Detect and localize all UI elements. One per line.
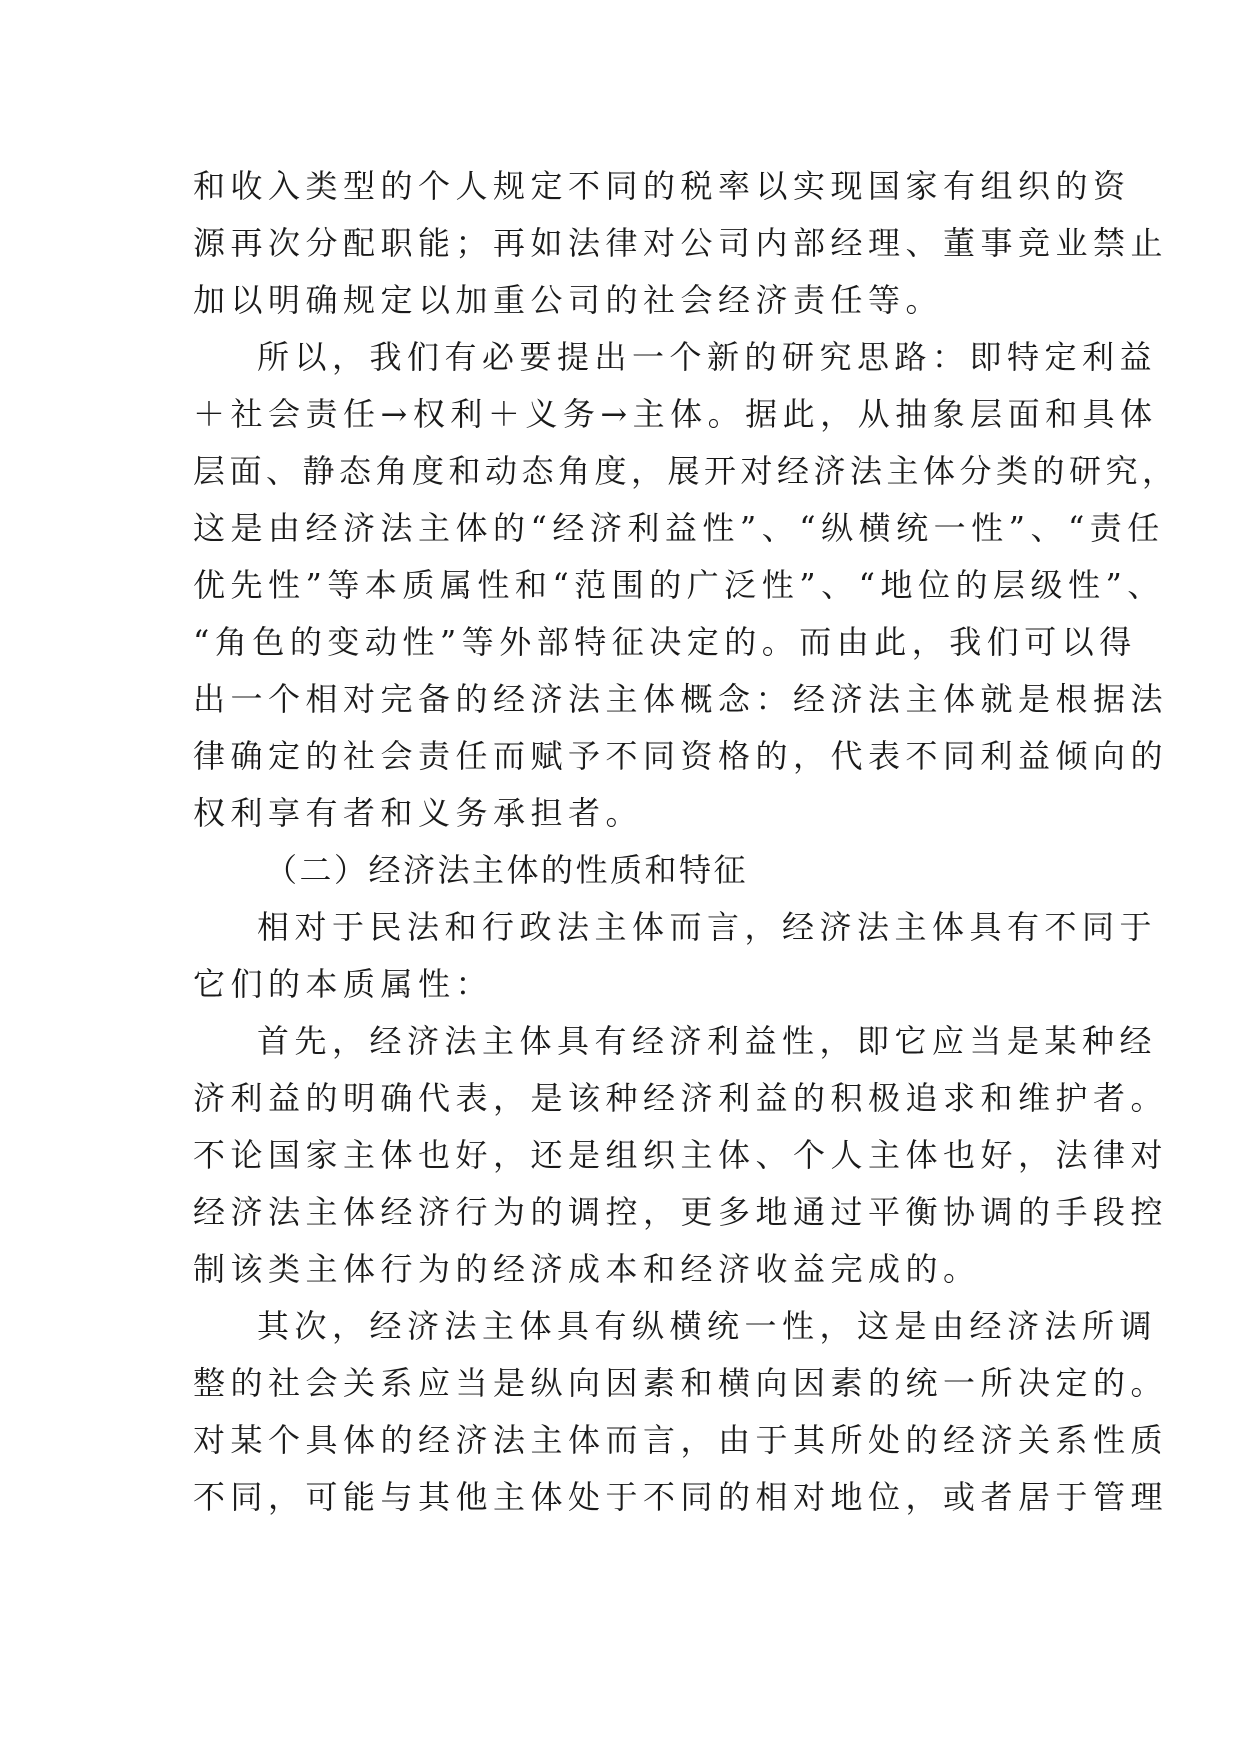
text-line: 加以明确规定以加重公司的社会经济责任等。	[193, 281, 944, 319]
section-heading: （二）经济法主体的性质和特征	[265, 851, 749, 889]
text-line: 这是由经济法主体的“经济利益性”、“纵横统一性”、“责任	[193, 509, 1165, 547]
paragraph-start-line: 首先，经济法主体具有经济利益性，即它应当是某种经	[257, 1022, 1158, 1060]
text-line: 制该类主体行为的经济成本和经济收益完成的。	[193, 1250, 981, 1288]
text-line: 济利益的明确代表，是该种经济利益的积极追求和维护者。	[193, 1079, 1169, 1117]
text-line: 它们的本质属性：	[193, 965, 494, 1003]
text-line: 不论国家主体也好，还是组织主体、个人主体也好，法律对	[193, 1136, 1169, 1174]
paragraph-start-line: 相对于民法和行政法主体而言，经济法主体具有不同于	[257, 908, 1158, 946]
text-line: 优先性”等本质属性和“范围的广泛性”、“地位的层级性”、	[193, 566, 1165, 604]
text-line: 层面、静态角度和动态角度，展开对经济法主体分类的研究，	[193, 452, 1179, 490]
text-line: 对某个具体的经济法主体而言，由于其所处的经济关系性质	[193, 1421, 1169, 1459]
text-line: 出一个相对完备的经济法主体概念：经济法主体就是根据法	[193, 680, 1169, 718]
text-line: 和收入类型的个人规定不同的税率以实现国家有组织的资	[193, 167, 1131, 205]
text-line: 权利享有者和义务承担者。	[193, 794, 644, 832]
text-line: 律确定的社会责任而赋予不同资格的，代表不同利益倾向的	[193, 737, 1169, 775]
text-line: 不同，可能与其他主体处于不同的相对地位，或者居于管理	[193, 1478, 1169, 1516]
text-line: 源再次分配职能；再如法律对公司内部经理、董事竞业禁止	[193, 224, 1169, 262]
text-line: “角色的变动性”等外部特征决定的。而由此，我们可以得	[193, 623, 1137, 661]
paragraph-start-line: 其次，经济法主体具有纵横统一性，这是由经济法所调	[257, 1307, 1158, 1345]
text-line: 经济法主体经济行为的调控，更多地通过平衡协调的手段控	[193, 1193, 1169, 1231]
paragraph-start-line: 所以，我们有必要提出一个新的研究思路：即特定利益	[257, 338, 1158, 376]
text-line: 整的社会关系应当是纵向因素和横向因素的统一所决定的。	[193, 1364, 1169, 1402]
text-line: ＋社会责任→权利＋义务→主体。据此，从抽象层面和具体	[193, 395, 1158, 433]
